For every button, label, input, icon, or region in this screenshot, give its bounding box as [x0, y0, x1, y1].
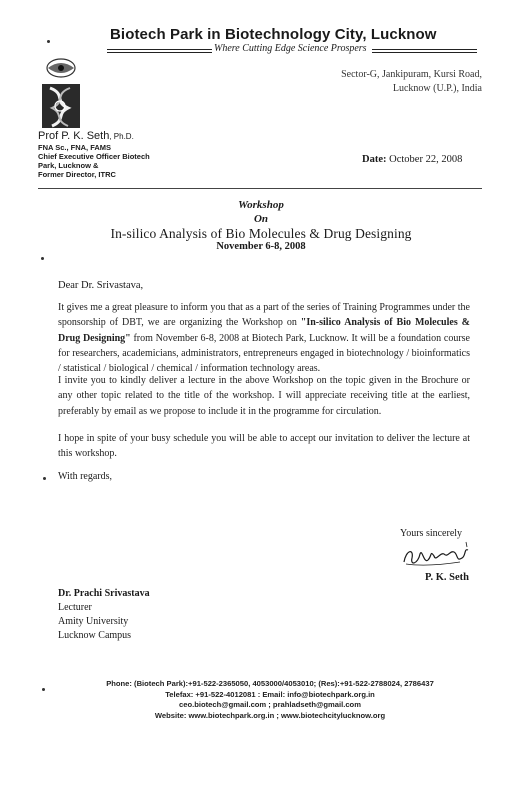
recipient-line: Lecturer — [58, 602, 92, 613]
sender-degree: Ph.D. — [113, 132, 134, 141]
footer-emails: ceo.biotech@gmail.com ; prahladseth@gmail.com — [179, 700, 361, 709]
workshop-on: On — [253, 213, 269, 225]
scan-mark — [42, 688, 45, 691]
footer-website: Website: www.biotechpark.org.in ; www.biotechcitylucknow.org — [154, 710, 386, 720]
sender-credentials — [38, 143, 150, 179]
credential-line: Former Director, ITRC — [38, 170, 116, 179]
footer-phone: Phone: (Biotech Park):+91-522-2365050, 4053000/4053010; (Res):+91-522-2788024, 2786437 — [106, 679, 434, 688]
biotech-park-logo — [40, 54, 82, 130]
letter-date: Date: October 22, 2008 — [362, 154, 463, 165]
letterhead-title: Biotech Park in Biotechnology City, Lucknow — [110, 26, 437, 43]
credential-line: Chief Executive Officer Biotech — [38, 152, 150, 161]
tagline-rule — [107, 45, 477, 57]
workshop-heading: Workshop — [238, 199, 284, 211]
scan-mark — [43, 477, 46, 480]
paragraph-3: I hope in spite of your busy schedule you will be able to accept our invitation to deliver the lecture at this workshop. — [58, 433, 470, 460]
footer-telefax: Telefax: +91-522-4012081 : Email: info@biotechpark.org.in — [165, 689, 375, 699]
address-line: Lucknow (U.P.), India — [392, 83, 482, 94]
scan-mark — [41, 257, 44, 260]
workshop-title: In-silico Analysis of Bio Molecules & Drug Designing — [110, 226, 412, 241]
handwritten-signature — [400, 538, 472, 570]
letterhead-address — [341, 68, 482, 96]
regards: With regards, — [58, 471, 113, 482]
address-line: Sector-G, Jankipuram, Kursi Road, — [341, 69, 482, 80]
letterhead-tagline: Where Cutting Edge Science Prospers — [214, 43, 367, 54]
closing-sincerely: Yours sincerely — [400, 528, 463, 539]
workshop-dates: November 6-8, 2008 — [216, 241, 306, 252]
credential-line: Park, Lucknow & — [38, 161, 99, 170]
divider — [38, 188, 482, 189]
workshop-name-bold: "In-silico Analysis of Bio Molecules & Drug Designing" — [58, 317, 471, 344]
paragraph-2: I invite you to kindly deliver a lecture in the above Workshop on the topic given in the Brochure or any other topic related to the title of the workshop. I will appreciate receiving title at the earliest, preferably by email as we propose to include it in the programme for circulation. — [58, 375, 470, 417]
salutation: Dear Dr. Srivastava, — [58, 280, 144, 291]
recipient-line: Amity University — [58, 616, 129, 627]
recipient-block — [58, 587, 150, 643]
recipient-line: Lucknow Campus — [58, 630, 132, 641]
recipient-name: Dr. Prachi Srivastava — [58, 588, 150, 599]
date-value: October 22, 2008 — [389, 154, 463, 165]
signer-name: P. K. Seth — [425, 572, 469, 583]
sender-name: Prof P. K. Seth, Ph.D. — [38, 130, 134, 142]
paragraph-1: It gives me a great pleasure to inform you that as a part of the series of Training Programmes under the sponsorship of DBT, we are organizing the Workshop on "In-silico Analysis of Bio Molecules & Drug Designing" from November 6-8, 2008 at Biotech Park, Lucknow. It will be a foundation course for researchers, academicians, administrators, entrepreneurs engaged in biotechnology / bioinformatics / statistical / biological / chemical / information technology areas. — [58, 302, 471, 375]
scan-mark — [47, 40, 50, 43]
letterhead-footer — [60, 679, 480, 721]
credential-line: FNA Sc., FNA, FAMS — [38, 143, 112, 152]
